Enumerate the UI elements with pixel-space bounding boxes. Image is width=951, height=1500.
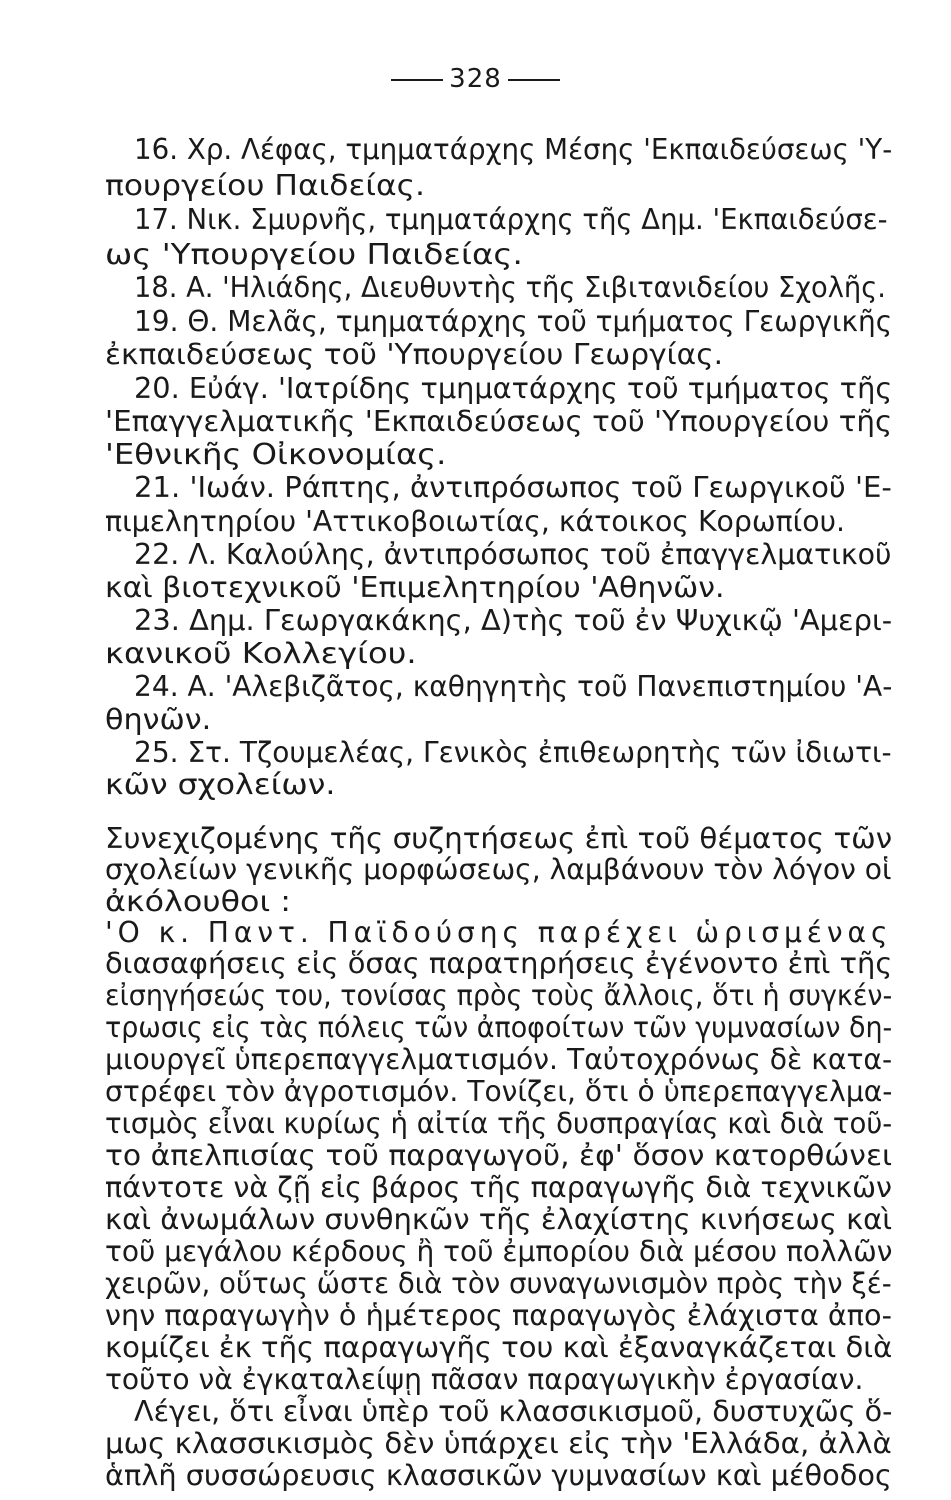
page-number [0, 62, 951, 96]
text-line: κομίζει ἐκ τῆς παραγωγῆς του καὶ ἐξαναγκάζεται διὰ [105, 1331, 893, 1364]
text-line: χειρῶν, οὕτως ὥστε διὰ τὸν συναγωνισμὸν πρὸς τὴν ξέ- [105, 1267, 892, 1300]
text-line: ἀκόλουθοι : [105, 885, 291, 918]
text-line: πάντοτε νὰ ζῇ εἰς βάρος τῆς παραγωγῆς διὰ τεχνικῶν [105, 1171, 892, 1204]
text-line: διασαφήσεις εἰς ὅσας παρατηρήσεις ἐγένοντο ἐπὶ τῆς [105, 947, 893, 980]
text-line: πουργείου Παιδείας. [105, 169, 425, 202]
text-line: σχολείων γενικῆς μορφώσεως, λαμβάνουν τὸν λόγον οἱ [105, 853, 892, 886]
text-line: ἁπλῆ συσσώρευσις κλασσικῶν γυμνασίων καὶ μέθοδος [105, 1459, 892, 1492]
text-line: 'Ο κ. Παντ. Παϊδούσης παρέχει ὡρισμένας [105, 916, 893, 949]
text-line: ἐκπαιδεύσεως τοῦ 'Υπουργείου Γεωργίας. [105, 338, 724, 371]
text-line: στρέφει τὸν ἀγροτισμόν. Τονίζει, ὅτι ὁ ὑπερεπαγγελμα- [105, 1075, 893, 1108]
text-line: τοῦ μεγάλου κέρδους ἢ τοῦ ἐμπορίου διὰ μέσου πολλῶν [105, 1235, 893, 1268]
text-line: 16. Χρ. Λέφας, τμηματάρχης Μέσης 'Εκπαιδεύσεως 'Υ- [134, 133, 893, 166]
text-line: νην παραγωγὴν ὁ ἡμέτερος παραγωγὸς ἐλάχιστα ἀπο- [105, 1299, 892, 1332]
text-line: τισμὸς εἶναι κυρίως ἡ αἰτία τῆς δυσπραγίας καὶ διὰ τοῦ- [105, 1107, 893, 1140]
page-number-right-dash [508, 79, 560, 81]
text-line: 'Εθνικῆς Οἰκονομίας. [105, 438, 447, 471]
text-line: κανικοῦ Κολλεγίου. [105, 637, 417, 670]
text-line: 23. Δημ. Γεωργακάκης, Δ)τὴς τοῦ ἐν Ψυχικῷ 'Αμερι- [134, 604, 893, 637]
text-line: 25. Στ. Τζουμελέας, Γενικὸς ἐπιθεωρητὴς τῶν ἰδιωτι- [134, 736, 892, 769]
text-line: καὶ ἀνωμάλων συνθηκῶν τῆς ἐλαχίστης κινήσεως καὶ [105, 1203, 893, 1236]
text-line: 19. Θ. Μελᾶς, τμηματάρχης τοῦ τμήματος Γεωργικῆς [134, 305, 893, 338]
text-line: 'Επαγγελματικῆς 'Εκπαιδεύσεως τοῦ 'Υπουργείου τῆς [105, 405, 893, 438]
text-line: θηνῶν. [105, 703, 212, 736]
text-line: 21. 'Ιωάν. Ράπτης, ἀντιπρόσωπος τοῦ Γεωργικοῦ 'Ε- [134, 471, 892, 504]
page-number-text: 328 [449, 64, 502, 94]
text-line: καὶ βιοτεχνικοῦ 'Επιμελητηρίου 'Αθηνῶν. [105, 571, 725, 604]
text-line: κῶν σχολείων. [105, 768, 336, 801]
text-line: μιουργεῖ ὑπερεπαγγελματισμόν. Ταὐτοχρόνως δὲ κατα- [105, 1043, 893, 1076]
text-line: εἰσηγήσεώς του, τονίσας πρὸς τοὺς ἄλλοις, ὅτι ἡ συγκέν- [105, 979, 893, 1012]
text-line: τοῦτο νὰ ἐγκαταλείψῃ πᾶσαν παραγωγικὴν ἐργασίαν. [105, 1363, 864, 1396]
text-line: Συνεχιζομένης τῆς συζητήσεως ἐπὶ τοῦ θέματος τῶν [105, 822, 893, 855]
text-line: 17. Νικ. Σμυρνῆς, τμηματάρχης τῆς Δημ. 'Εκπαιδεύσε- [134, 203, 888, 236]
text-line: πιμελητηρίου 'Αττικοβοιωτίας, κάτοικος Κορωπίου. [105, 505, 846, 538]
text-line: 22. Λ. Καλούλης, ἀντιπρόσωπος τοῦ ἐπαγγελματικοῦ [134, 538, 892, 571]
text-line: 20. Εὐάγ. 'Ιατρίδης τμηματάρχης τοῦ τμήματος τῆς [134, 372, 893, 405]
text-line: 24. Α. 'Αλεβιζᾶτος, καθηγητὴς τοῦ Πανεπιστημίου 'Α- [134, 670, 893, 703]
text-line: 18. Α. 'Ηλιάδης, Διευθυντὴς τῆς Σιβιτανιδείου Σχολῆς. [134, 271, 886, 304]
text-line: μως κλασσικισμὸς δὲν ὑπάρχει εἰς τὴν 'Ελλάδα, ἀλλὰ [105, 1427, 892, 1460]
text-line: ως 'Υπουργείου Παιδείας. [105, 238, 523, 271]
text-line: Λέγει, ὅτι εἶναι ὑπὲρ τοῦ κλασσικισμοῦ, δυστυχῶς ὅ- [134, 1395, 893, 1428]
text-line: τρωσις εἰς τὰς πόλεις τῶν ἀποφοίτων τῶν γυμνασίων δη- [105, 1011, 893, 1044]
text-line: το ἀπελπισίας τοῦ παραγωγοῦ, ἐφ' ὅσον κατορθώνει [105, 1139, 893, 1172]
page-number-left-dash [391, 79, 443, 81]
